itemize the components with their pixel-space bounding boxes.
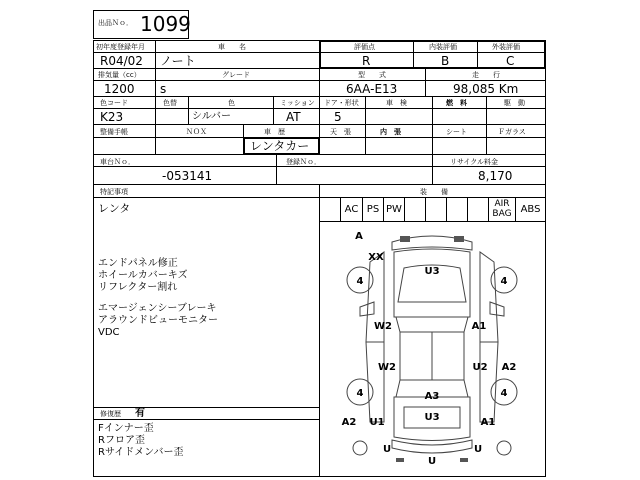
- color-code-label: 色コード: [100, 99, 128, 107]
- right-rear-door-mark: U2: [472, 362, 488, 373]
- rear-window-mark: A3: [424, 391, 440, 402]
- repair-label: 修復歴: [100, 410, 121, 418]
- inspection-label: 車 検: [386, 99, 407, 107]
- left-rear-door-mark: W2: [378, 362, 396, 373]
- mileage-value: 98,085 Km: [453, 82, 519, 96]
- front-corner-mark: XX: [368, 252, 384, 263]
- fuel-label: 燃 料: [446, 99, 467, 107]
- repair-line-3: Rサイドメンバー歪: [98, 447, 184, 458]
- sunroof-label: 天 張: [330, 128, 351, 136]
- lot-number: 1099: [140, 12, 191, 36]
- manual-label: 整備手帳: [100, 128, 128, 136]
- chassis-value: -053141: [162, 169, 213, 183]
- recycle-label: リサイクル料金: [450, 158, 499, 166]
- seat-label: シート: [446, 128, 467, 136]
- right-front-door-mark: A1: [471, 321, 487, 332]
- car-name-label: 車 名: [218, 43, 246, 51]
- equip-abs: ABS: [520, 204, 541, 215]
- car-name-value: ノート: [160, 54, 196, 68]
- exterior-score-value: C: [506, 54, 515, 68]
- rl-tire-mark: 4: [356, 388, 364, 399]
- hood-mark: U3: [424, 266, 440, 277]
- interior-score-label: 内装評価: [429, 43, 457, 51]
- remark-line-10: VDC: [98, 327, 120, 338]
- chassis-label: 車台Ｎｏ．: [100, 158, 135, 166]
- remarks-label: 特記事項: [100, 188, 128, 196]
- fr-tire-mark: 4: [500, 276, 508, 287]
- rear-left-lamp-mark: U: [382, 444, 392, 455]
- remark-line-1: レンタ: [98, 202, 131, 215]
- left-rear-quarter-mark: A2: [341, 417, 357, 428]
- repair-line-1: Fインナー歪: [98, 423, 154, 434]
- year-value: R04/02: [100, 54, 143, 68]
- left-rear-panel-mark: U1: [369, 417, 385, 428]
- rr-tire-mark: 4: [500, 388, 508, 399]
- repair-value: 有: [135, 408, 145, 419]
- cc-value: 1200: [104, 82, 135, 96]
- year-label: 初年度登録年月: [96, 43, 145, 51]
- right-rear-panel-mark: A1: [480, 417, 496, 428]
- history-label: 車 歴: [264, 128, 285, 136]
- grade-value: s: [160, 82, 167, 96]
- left-front-door-mark: W2: [374, 321, 392, 332]
- color-swap-label: 色替: [163, 99, 177, 107]
- equipment-label: 装 備: [420, 188, 448, 196]
- nox-label: ＮＯＸ: [186, 128, 207, 136]
- recycle-value: 8,170: [478, 169, 513, 183]
- equip-ac: AC: [344, 204, 359, 215]
- mileage-label: 走 行: [472, 71, 500, 79]
- rear-bumper-mark: U: [427, 456, 437, 467]
- exterior-score-label: 外装評価: [492, 43, 520, 51]
- score-label: 評価点: [354, 43, 375, 51]
- remark-line-9: アラウンドビューモニター: [98, 315, 218, 326]
- fl-tire-mark: 4: [356, 276, 364, 287]
- trunk-mark: U3: [424, 412, 440, 423]
- equip-pw: PW: [386, 204, 402, 215]
- front-bumper-mark: A: [355, 231, 363, 242]
- glass-label: Ｆガラス: [498, 128, 526, 136]
- lot-label: 出品Ｎｏ．: [98, 19, 133, 27]
- doors-value: 5: [334, 110, 342, 124]
- remark-line-6: リフレクター割れ: [98, 282, 178, 293]
- history-value: レンタカー: [250, 139, 310, 153]
- car-damage-diagram: [320, 222, 545, 476]
- color-code-value: K23: [100, 110, 124, 124]
- reg-label: 登録Ｎｏ．: [286, 158, 321, 166]
- model-value: 6AA-E13: [346, 82, 398, 96]
- interior-trim-label: 内 張: [380, 128, 401, 136]
- grade-label: グレード: [222, 71, 250, 79]
- remark-line-8: エマージェンシーブレーキ: [98, 303, 217, 314]
- repair-line-2: Rフロア歪: [98, 435, 145, 446]
- interior-score-value: B: [441, 54, 450, 68]
- color-value: シルバー: [192, 111, 232, 122]
- right-rear-fender-mark: A2: [501, 362, 517, 373]
- diagram-mark-layer: [342, 231, 517, 467]
- color-label: 色: [228, 99, 235, 107]
- doors-label: ドア・形状: [324, 99, 359, 107]
- cc-label: 排気量（cc）: [98, 71, 141, 79]
- mission-value: AT: [286, 110, 301, 124]
- remark-line-5: ホイールカバーキズ: [98, 270, 188, 281]
- remark-line-4: エンドパネル修正: [98, 258, 178, 269]
- equip-airbag: AIR BAG: [492, 199, 512, 219]
- equip-ps: PS: [366, 204, 380, 215]
- drive-label: 駆 動: [504, 99, 525, 107]
- mission-label: ミッション: [280, 99, 315, 107]
- score-value: R: [362, 54, 371, 68]
- rear-right-lamp-mark: U: [473, 444, 483, 455]
- model-label: 型 式: [358, 71, 386, 79]
